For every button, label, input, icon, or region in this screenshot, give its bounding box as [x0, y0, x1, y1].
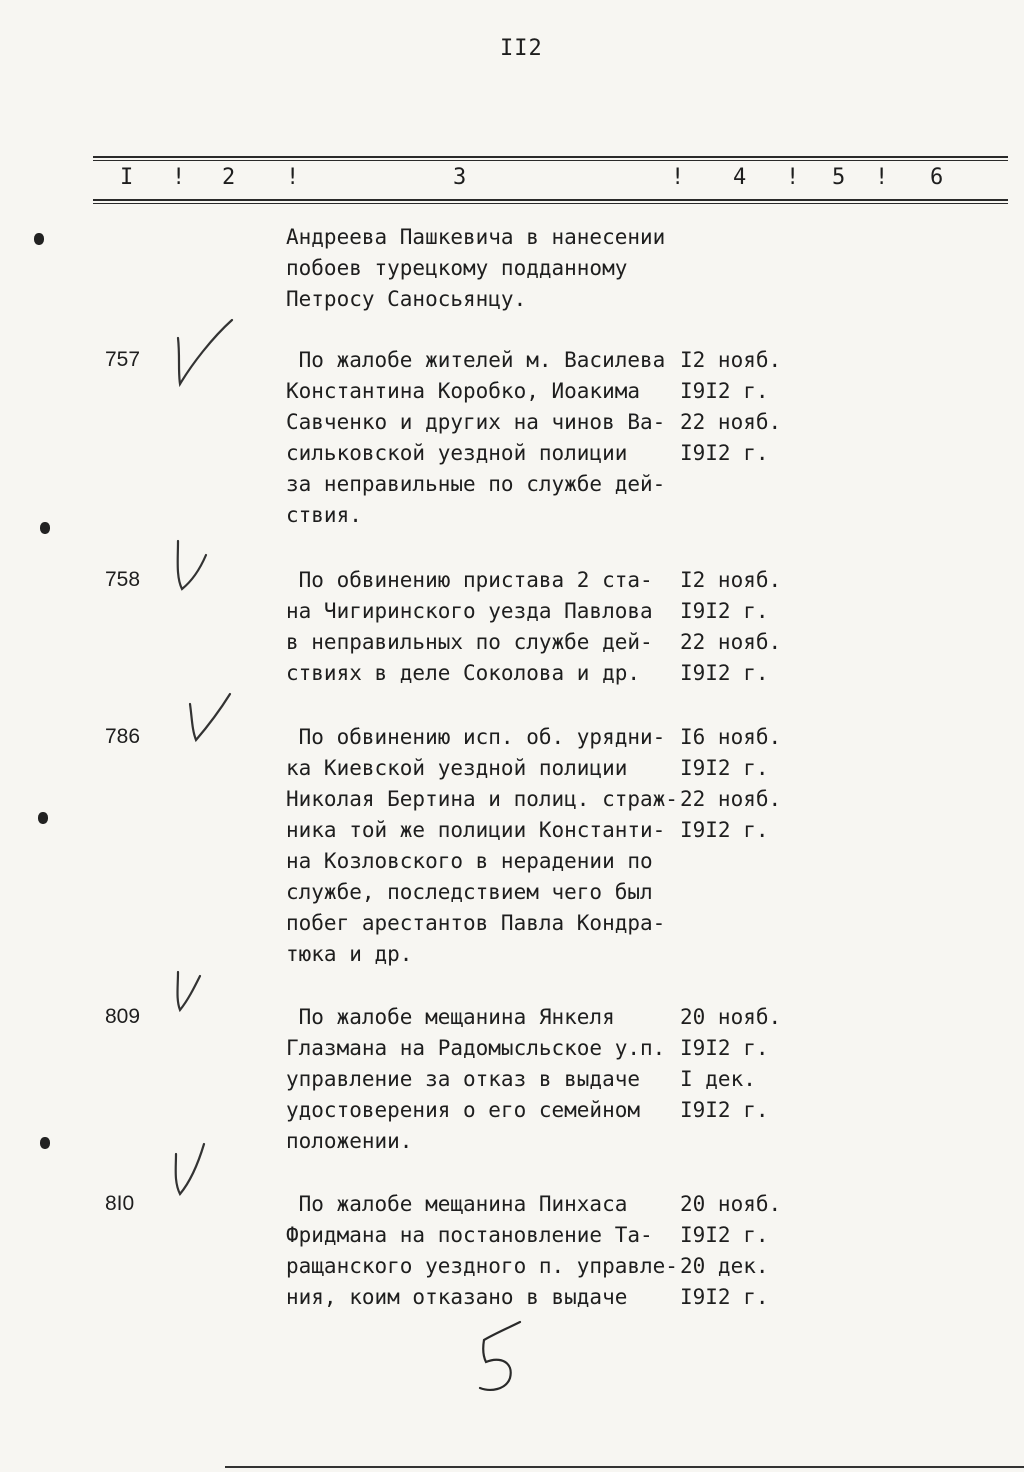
entry-text-line: побег арестантов Павла Кондра-: [286, 911, 666, 935]
entry-date: I9I2 г.: [680, 599, 769, 623]
check-mark-icon: [182, 690, 242, 746]
page-bottom-edge: [225, 1466, 1024, 1468]
entry-text-line: ращанского уездного п. управле-: [286, 1254, 678, 1278]
check-mark-icon: [170, 316, 240, 388]
entry-date: 22 нояб.: [680, 630, 782, 654]
header-bottom-rule-thin: [93, 203, 1008, 204]
header-bottom-rule: [93, 199, 1008, 201]
entry-text-line: в неправильных по службе дей-: [286, 630, 653, 654]
entry-date: 22 нояб.: [680, 410, 782, 434]
entry-date: I9I2 г.: [680, 379, 769, 403]
check-mark-icon: [168, 1138, 218, 1200]
col-header-6: 6: [930, 165, 944, 190]
entry-number: 809: [105, 1005, 141, 1028]
punch-hole: [34, 233, 44, 245]
continuation-line: Петросу Саносьянцу.: [286, 287, 527, 311]
entry-text-line: ствиях в деле Соколова и др.: [286, 661, 641, 685]
entry-text-line: Николая Бертина и полиц. страж-: [286, 787, 678, 811]
entry-text-line: сильковской уездной полиции: [286, 441, 628, 465]
col-header-4: 4: [733, 165, 747, 190]
entry-date: I2 нояб.: [680, 348, 782, 372]
entry-date: I9I2 г.: [680, 1285, 769, 1309]
entry-number: 757: [105, 348, 141, 371]
entry-text-line: Глазмана на Радомысльское у.п.: [286, 1036, 666, 1060]
column-header-row: [0, 165, 1024, 193]
entry-text-line: ника той же полиции Константи-: [286, 818, 666, 842]
entry-text-line: ния, коим отказано в выдаче: [286, 1285, 628, 1309]
handwritten-page-mark: [470, 1318, 540, 1398]
punch-hole: [40, 1137, 50, 1149]
col-header-5: 5: [832, 165, 846, 190]
entry-text-line: службе, последствием чего был: [286, 880, 653, 904]
entry-number: 786: [105, 725, 141, 748]
entry-text-line: По обвинению пристава 2 ста-: [286, 568, 653, 592]
entry-date: I9I2 г.: [680, 1223, 769, 1247]
check-mark-icon: [170, 535, 230, 595]
col-separator: !: [286, 165, 300, 190]
entry-text-line: Савченко и других на чинов Ва-: [286, 410, 666, 434]
entry-date: 22 нояб.: [680, 787, 782, 811]
entry-text-line: тюка и др.: [286, 942, 413, 966]
col-separator: !: [172, 165, 186, 190]
col-header-1: I: [120, 165, 134, 190]
entry-text-line: По жалобе мещанина Пинхаса: [286, 1192, 628, 1216]
entry-date: I2 нояб.: [680, 568, 782, 592]
entry-date: 20 дек.: [680, 1254, 769, 1278]
header-top-rule: [93, 156, 1008, 158]
col-separator: !: [671, 165, 685, 190]
check-mark-icon: [170, 966, 220, 1016]
entry-date: I дек.: [680, 1067, 756, 1091]
continuation-line: Андреева Пашкевича в нанесении: [286, 225, 666, 249]
entry-text-line: По обвинению исп. об. урядни-: [286, 725, 666, 749]
entry-date: I9I2 г.: [680, 818, 769, 842]
entry-text-line: ка Киевской уездной полиции: [286, 756, 628, 780]
entry-text-line: удостоверения о его семейном: [286, 1098, 641, 1122]
entry-text-line: Константина Коробко, Иоакима: [286, 379, 641, 403]
entry-number: 8I0: [105, 1192, 135, 1215]
entry-date: I9I2 г.: [680, 1098, 769, 1122]
entry-text-line: управление за отказ в выдаче: [286, 1067, 641, 1091]
entry-text-line: ствия.: [286, 503, 362, 527]
entry-date: 20 нояб.: [680, 1005, 782, 1029]
continuation-line: побоев турецкому подданному: [286, 256, 628, 280]
entry-date: I9I2 г.: [680, 756, 769, 780]
entry-date: I6 нояб.: [680, 725, 782, 749]
entry-text-line: положении.: [286, 1129, 413, 1153]
col-header-3: 3: [453, 165, 467, 190]
entry-number: 758: [105, 568, 141, 591]
entry-text-line: на Козловского в нерадении по: [286, 849, 653, 873]
entry-date: I9I2 г.: [680, 441, 769, 465]
entry-date: 20 нояб.: [680, 1192, 782, 1216]
header-top-rule-thin: [93, 160, 1008, 161]
page-number: II2: [500, 36, 543, 61]
entry-text-line: за неправильные по службе дей-: [286, 472, 666, 496]
entry-date: I9I2 г.: [680, 1036, 769, 1060]
punch-hole: [38, 812, 48, 824]
col-separator: !: [786, 165, 800, 190]
entry-text-line: на Чигиринского уезда Павлова: [286, 599, 653, 623]
col-header-2: 2: [222, 165, 236, 190]
col-separator: !: [875, 165, 889, 190]
entry-text-line: По жалобе жителей м. Василева: [286, 348, 666, 372]
punch-hole: [40, 522, 50, 534]
entry-text-line: Фридмана на постановление Та-: [286, 1223, 653, 1247]
entry-text-line: По жалобе мещанина Янкеля: [286, 1005, 615, 1029]
entry-date: I9I2 г.: [680, 661, 769, 685]
